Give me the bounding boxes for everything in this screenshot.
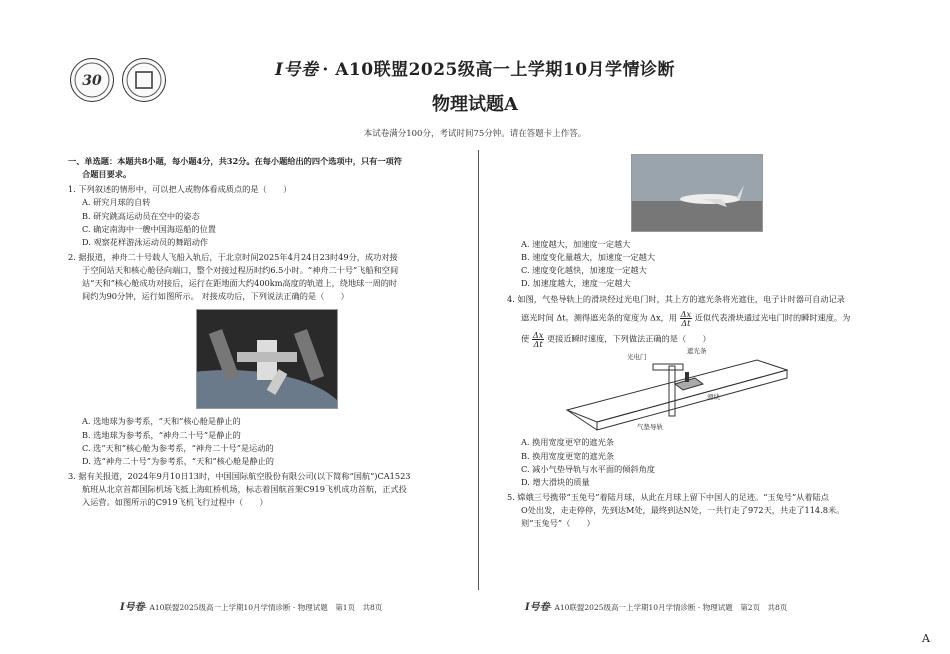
- q4-line2-b: 近似代表滑块通过光电门时的瞬时速度。为: [694, 312, 851, 323]
- q2-option-d: D. 选“神舟二十号”为参考系，“天和”核心舱是静止的: [82, 455, 274, 466]
- q2-option-b: B. 选地球为参考系，“神舟二十号”是静止的: [82, 429, 241, 440]
- svg-text:30: 30: [82, 73, 102, 89]
- exam-title-text: · A10联盟2025级高一上学期10月学情诊断: [322, 60, 676, 80]
- q1-option-c: C. 确定南海中一艘中国海巡船的位置: [82, 223, 216, 234]
- question-2-line1: 2. 据报道，神舟二十号载人飞船入轨后，于北京时间2025年4月24日23时49分，成功对接: [68, 251, 398, 262]
- q1-option-b: B. 研究跳高运动员在空中的姿态: [82, 210, 200, 221]
- footer-right: [525, 598, 787, 613]
- footer-brand-right: I号卷: [525, 602, 550, 613]
- q4-option-c: C. 减小气垫导轨与水平面的倾斜角度: [521, 463, 655, 474]
- label-air-track: 气垫导轨: [637, 423, 663, 432]
- q4-line3-b: 更接近瞬时速度，下列做法正确的是（ ）: [546, 333, 711, 344]
- frac-numerator: Δx: [680, 308, 692, 319]
- section-heading: 一、单选题：本题共8小题，每小题4分，共32分。在每小题给出的四个选项中，只有一项符: [68, 156, 402, 166]
- exam-note: 本试卷满分100分，考试时间75分钟。请在答题卡上作答。: [363, 129, 587, 139]
- q3-option-a: A. 速度越大，加速度一定越大: [521, 239, 631, 249]
- q4-line3-a: 使: [521, 333, 530, 344]
- q4-option-d: D. 增大滑块的质量: [521, 476, 590, 487]
- q1-option-d: D. 观察花样游泳运动员的舞蹈动作: [82, 236, 209, 247]
- delta-x-over-delta-t-2: [532, 331, 545, 348]
- label-slider: 滑块: [707, 393, 720, 402]
- q4-option-b: B. 换用宽度更宽的遮光条: [521, 450, 615, 461]
- footer-left-text: · A10联盟2025级高一上学期10月学情诊断 · 物理试题 第1页 共8页: [144, 603, 383, 612]
- delta-x-over-delta-t: [680, 310, 693, 327]
- column-divider: [478, 150, 479, 590]
- label-photogate: 光电门: [627, 353, 647, 362]
- footer-brand-left: I号卷: [120, 602, 145, 613]
- q3-option-c: C. 速度变化越快，加速度一定越大: [521, 265, 647, 276]
- q2-option-c: C. 选“天和”核心舱为参考系，“神舟二十号”是运动的: [82, 442, 274, 453]
- question-4-line2: [507, 310, 887, 327]
- frac-denominator: Δt: [681, 317, 691, 328]
- exam-title: [0, 55, 950, 80]
- question-5-line3: 则“玉兔号”（ ）: [521, 518, 595, 529]
- footer-right-text: · A10联盟2025级高一上学期10月学情诊断 · 物理试题 第2页 共8页: [549, 603, 788, 612]
- question-3-line3: 入运营。如图所示的C919飞机飞行过程中（ ）: [82, 497, 268, 508]
- q2-option-a: A. 选地球为参考系，“天和”核心舱是静止的: [82, 416, 241, 427]
- c919-airplane-image: [631, 154, 763, 232]
- brand-mark: I号卷: [274, 60, 319, 80]
- left-column: [68, 155, 466, 509]
- question-5-line1: 5. 嫦娥三号携带“玉兔号”着陆月球，从此在月球上留下中国人的足迹。“玉兔号”从着陆点: [507, 491, 829, 502]
- question-1: 1. 下列叙述的情形中，可以把人或物体看成质点的是（ ）: [68, 184, 292, 195]
- question-5-line2: O处出发，走走停停，先到达M处，最终到达N处，一共行走了972天，共走了114.8米。: [521, 505, 845, 516]
- question-2-line3: 站“天和”核心舱成功对接后，运行在距地面大约400km高度的轨道上，绕地球一周的时: [82, 278, 398, 289]
- space-station-image: [196, 309, 338, 409]
- question-3-line1: 3. 据有关报道，2024年9月10日13时，中国国际航空股份有限公司(以下简称“国航”)CA1523: [68, 470, 411, 481]
- question-2-line4: 间约为90分钟，运行如图所示。 对接成功后，下列说法正确的是（ ）: [82, 291, 349, 302]
- frac-numerator-2: Δx: [532, 330, 544, 341]
- q3-option-b: B. 速度变化量越大，加速度一定越大: [521, 252, 656, 263]
- q3-option-d: D. 加速度越大，速度一定越大: [521, 278, 631, 289]
- question-2-line2: 于空间站天和核心舱径向端口，整个对接过程历时约6.5小时。“神舟二十号”飞船和空间: [82, 265, 399, 275]
- question-4-line1: 4. 如图，气垫导轨上的滑块经过光电门时，其上方的遮光条将光遮住，电子计时器可自动记录: [507, 293, 845, 304]
- question-3-line2: 航班从北京首都国际机场飞抵上海虹桥机场，标志着国航首架C919飞机成功首航，正式投: [82, 484, 407, 494]
- q4-option-a: A. 换用宽度更窄的遮光条: [521, 437, 614, 448]
- version-mark: A: [922, 632, 930, 645]
- q4-line2-a: 遮光时间 Δt。测得遮光条的宽度为 Δx，用: [521, 312, 677, 323]
- frac-denominator-2: Δt: [533, 339, 543, 350]
- air-track-diagram: [557, 347, 797, 436]
- label-light-strip: 遮光条: [687, 347, 707, 356]
- subject-title: 物理试题A: [432, 94, 518, 115]
- right-column: [507, 150, 887, 530]
- q1-option-a: A. 研究月球的自转: [82, 197, 151, 208]
- section-heading-cont: 合题目要求。: [82, 169, 132, 180]
- footer-left: [120, 598, 382, 613]
